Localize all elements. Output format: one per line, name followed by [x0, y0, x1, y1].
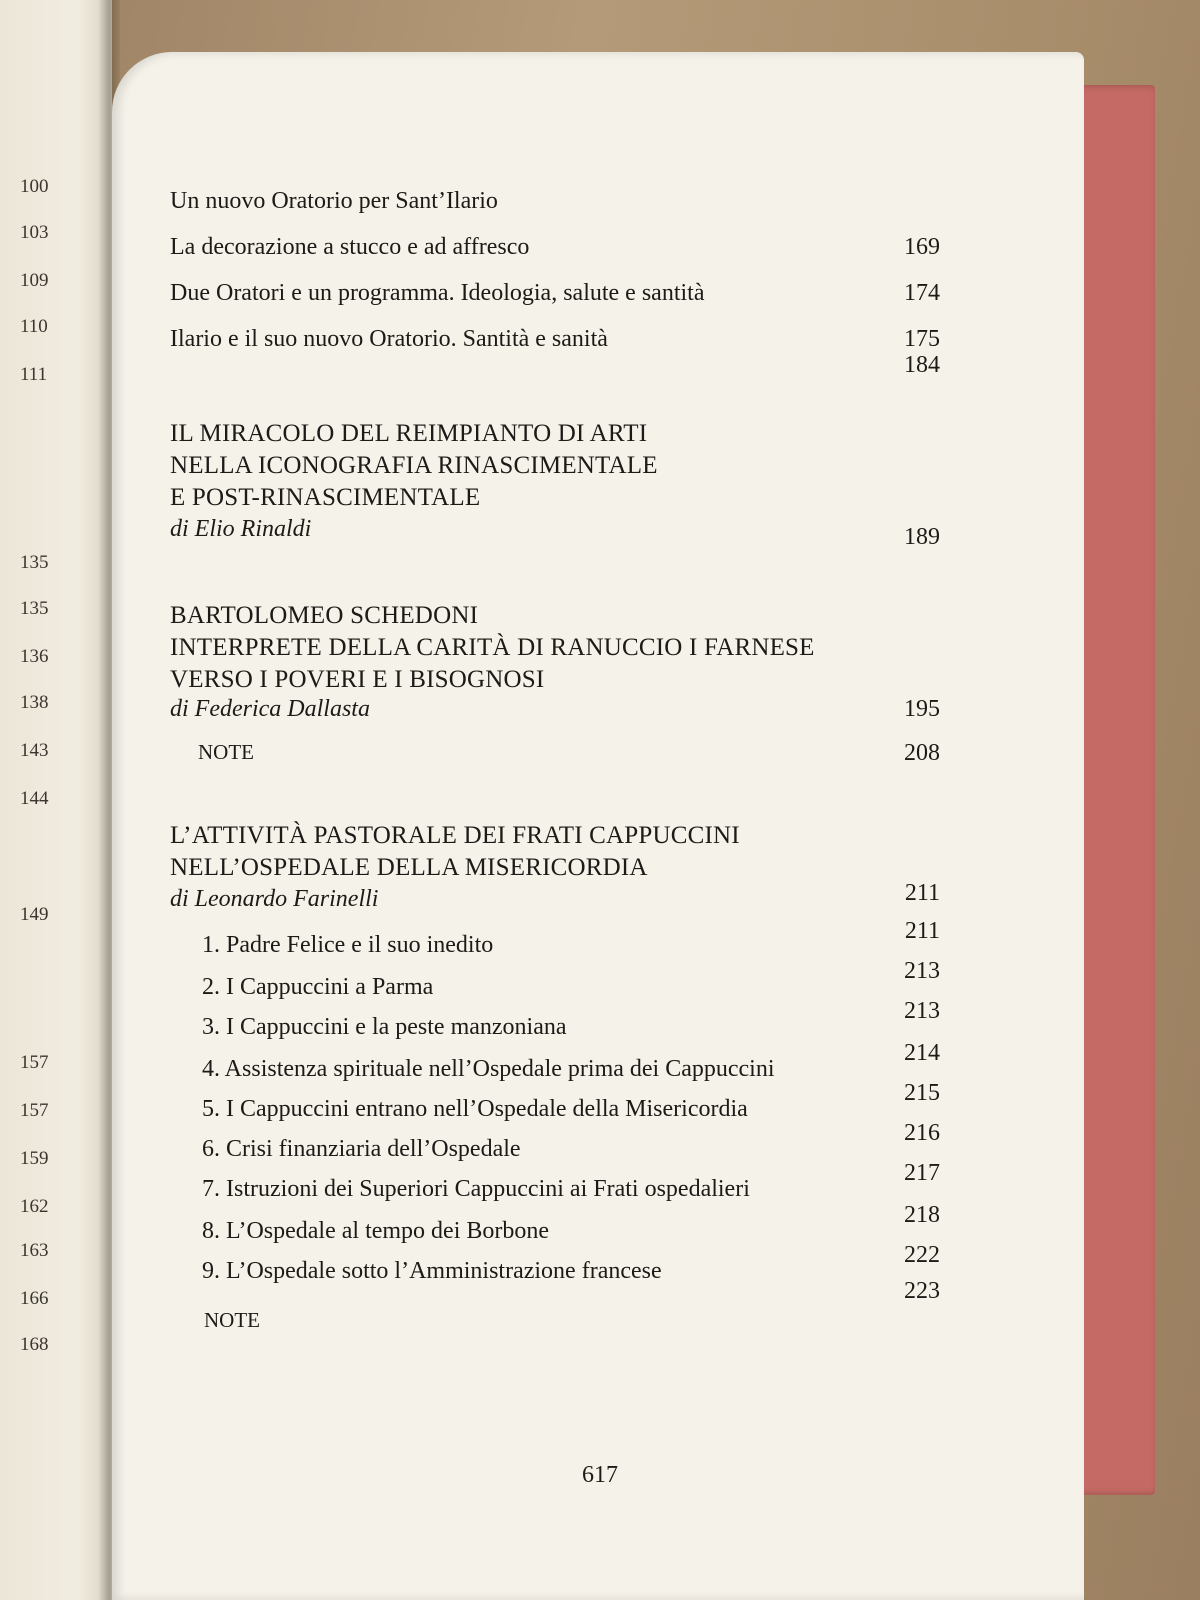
toc-entry	[202, 1120, 940, 1163]
note-label: NOTE	[198, 740, 254, 764]
left-page-number: 136	[20, 646, 49, 667]
toc-entry-label: Due Oratori e un programma. Ideologia, salute e santità	[170, 280, 705, 306]
toc-entry-label: 7. Istruzioni dei Superiori Cappuccini ai Frati ospedalieri	[202, 1176, 750, 1202]
toc-entry	[170, 234, 940, 261]
left-page-number: 144	[20, 788, 49, 809]
toc-entry	[202, 1160, 940, 1203]
table-of-contents	[170, 0, 950, 1600]
toc-entry-page: 213	[904, 998, 940, 1024]
toc-entry-label: 3. I Cappuccini e la peste manzoniana	[202, 1014, 567, 1040]
toc-entry-page: 213	[904, 958, 940, 984]
toc-entry-label: 6. Crisi finanziaria dell’Ospedale	[202, 1136, 521, 1162]
toc-entry	[202, 998, 940, 1041]
left-page-number: 138	[20, 692, 49, 713]
toc-entry-page: 184	[904, 352, 940, 378]
chapter-author: di Federica Dallasta	[170, 696, 370, 722]
toc-entry-label: 4. Assistenza spirituale nell’Ospedale prima dei Cappuccini	[202, 1056, 775, 1082]
chapter-title: NELL’OSPEDALE DELLA MISERICORDIA	[170, 854, 648, 881]
chapter-title: E POST-RINASCIMENTALE	[170, 484, 481, 511]
left-page-number: 100	[20, 176, 49, 197]
toc-entry	[202, 1242, 940, 1285]
left-page-number: 162	[20, 1196, 49, 1217]
left-page-number: 168	[20, 1334, 49, 1355]
chapter-author: di Leonardo Farinelli	[170, 886, 379, 912]
toc-entry-page: 217	[904, 1160, 940, 1186]
chapter-title: BARTOLOMEO SCHEDONI	[170, 602, 479, 629]
left-page-number: 159	[20, 1148, 49, 1169]
toc-entry-page: 214	[904, 1040, 940, 1066]
left-page-number: 157	[20, 1100, 49, 1121]
toc-entry	[170, 326, 940, 353]
toc-entry	[170, 188, 940, 215]
toc-entry-label: Ilario e il suo nuovo Oratorio. Santità e sanità	[170, 326, 608, 352]
left-page-number: 163	[20, 1240, 49, 1261]
chapter-title: NELLA ICONOGRAFIA RINASCIMENTALE	[170, 452, 658, 479]
toc-entry-page: 222	[904, 1242, 940, 1268]
toc-entry-label: La decorazione a stucco e ad affresco	[170, 234, 530, 260]
chapter-author: di Elio Rinaldi	[170, 516, 312, 542]
chapter-page: 189	[904, 524, 940, 550]
toc-entry-page: 211	[904, 918, 940, 944]
chapter-title: INTERPRETE DELLA CARITÀ DI RANUCCIO I FARNESE	[170, 634, 815, 661]
left-page-number: 143	[20, 740, 49, 761]
toc-entry-label: 2. I Cappuccini a Parma	[202, 974, 434, 1000]
left-page-number: 103	[20, 222, 49, 243]
toc-note-entry	[204, 1278, 940, 1333]
left-page-number: 109	[20, 270, 49, 291]
left-page-number: 149	[20, 904, 49, 925]
toc-entry	[202, 1202, 940, 1245]
toc-entry	[202, 918, 940, 959]
page-number: 617	[582, 1462, 618, 1488]
toc-entry-page: 174	[904, 280, 940, 306]
left-page-number: 110	[20, 316, 48, 337]
left-page-number: 166	[20, 1288, 49, 1309]
chapter-title: L’ATTIVITÀ PASTORALE DEI FRATI CAPPUCCINI	[170, 822, 740, 849]
left-page-number: 135	[20, 598, 49, 619]
toc-entry-label: 8. L’Ospedale al tempo dei Borbone	[202, 1218, 550, 1244]
toc-note-entry	[198, 740, 940, 765]
note-page: 208	[904, 740, 940, 766]
toc-entry-label: 5. I Cappuccini entrano nell’Ospedale della Misericordia	[202, 1096, 748, 1122]
chapter-page: 211	[904, 880, 940, 906]
toc-entry	[202, 1040, 940, 1083]
toc-entry	[202, 1080, 940, 1123]
note-label: NOTE	[204, 1308, 260, 1332]
note-page: 223	[904, 1278, 940, 1304]
toc-entry	[170, 280, 940, 307]
left-page	[0, 0, 112, 1600]
left-page-number: 135	[20, 552, 49, 573]
toc-entry-label: 9. L’Ospedale sotto l’Amministrazione francese	[202, 1258, 662, 1284]
toc-entry	[202, 958, 940, 1001]
chapter-title: IL MIRACOLO DEL REIMPIANTO DI ARTI	[170, 420, 648, 447]
chapter-title: VERSO I POVERI E I BISOGNOSI	[170, 666, 545, 693]
toc-entry-label: Un nuovo Oratorio per Sant’Ilario	[170, 188, 498, 214]
toc-entry-page: 169	[904, 234, 940, 260]
left-page-number: 157	[20, 1052, 49, 1073]
toc-entry-page: 216	[904, 1120, 940, 1146]
left-page-number: 111	[20, 364, 48, 385]
chapter-page: 195	[904, 696, 940, 722]
toc-entry-label: 1. Padre Felice e il suo inedito	[202, 932, 494, 958]
toc-entry-page: 215	[904, 1080, 940, 1106]
toc-entry-page: 218	[904, 1202, 940, 1228]
toc-entry-page: 175	[904, 326, 940, 352]
